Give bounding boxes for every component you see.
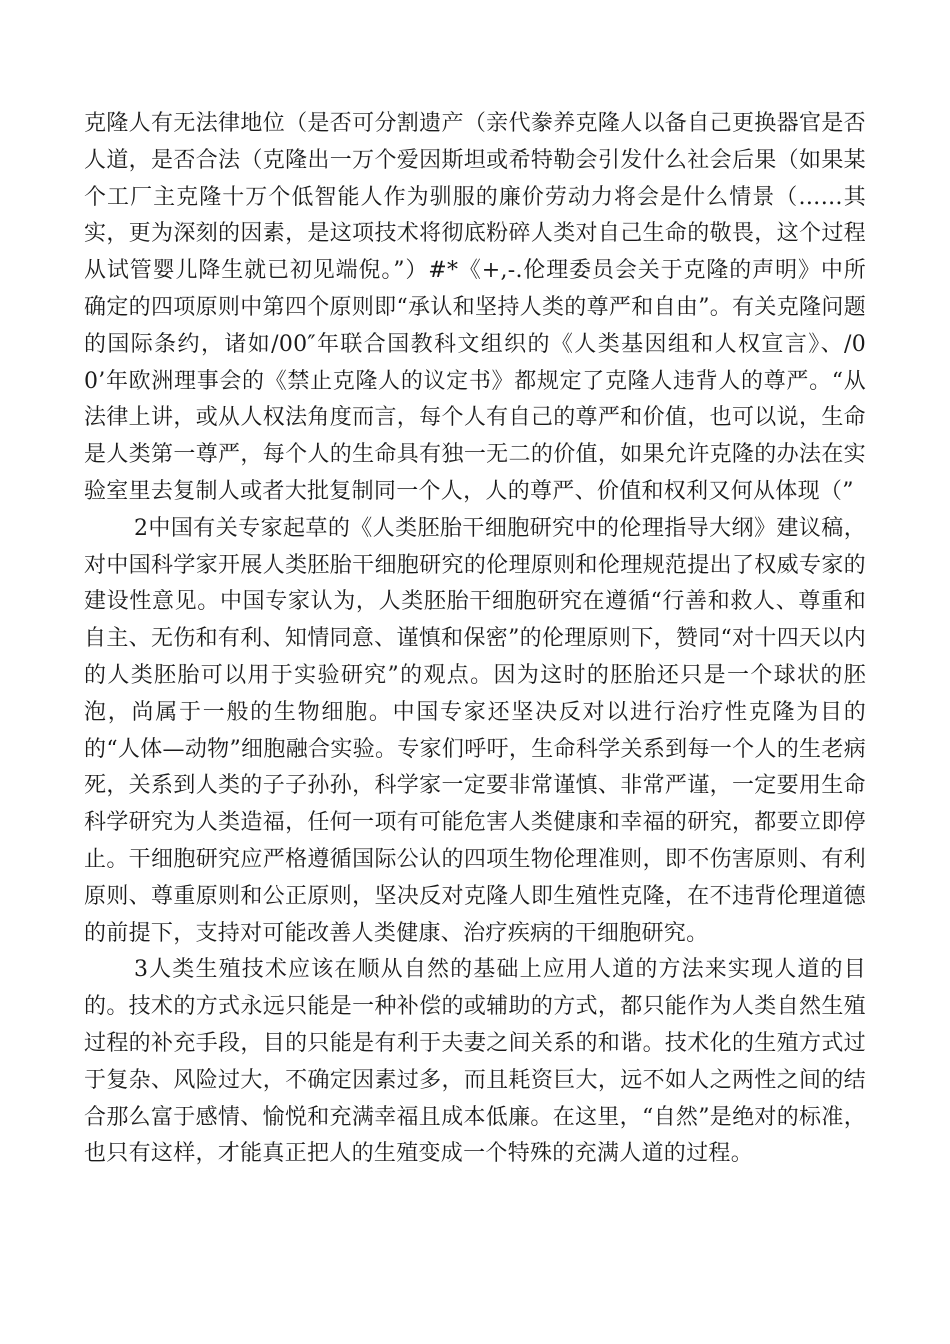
paragraph-1: 克隆人有无法律地位（是否可分割遗产（亲代豢养克隆人以备自己更换器官是否人道，是否合法（克隆出一万个爱因斯坦或希特勒会引发什么社会后果（如果某个工厂主克隆十万个低智能人作为驯服的廉价劳动力将会是什么情景（……其实，更为深刻的因素，是这项技术将彻底粉碎人类对自己生命的敬畏，这个过程从试管婴儿降生就已初见端倪。”）#*《+,-.伦理委员会关于克隆的声明》中所确定的四项原则中第四个原则即“承认和坚持人类的尊严和自由”。有关克隆问题的国际条约，诸如/00″年联合国教科文组织的《人类基因组和人权宣言》、/00’年欧洲理事会的《禁止克隆人的议定书》都规定了克隆人违背人的尊严。“从法律上讲，或从人权法角度而言，每个人有自己的尊严和价值，也可以说，生命是人类第一尊严，每个人的生命具有独一无二的价值，如果允许克隆的办法在实验室里去复制人或者大批复制同一个人，人的尊严、价值和权利又何从体现（” <box>84 111 866 504</box>
document-body <box>84 106 866 1173</box>
paragraph-2: 2中国有关专家起草的《人类胚胎干细胞研究中的伦理指导大纲》建议稿，对中国科学家开展人类胚胎干细胞研究的伦理原则和伦理规范提出了权威专家的建设性意见。中国专家认为，人类胚胎干细胞研究在遵循“行善和救人、尊重和自主、无伤和有利、知情同意、谨慎和保密”的伦理原则下，赞同“对十四天以内的人类胚胎可以用于实验研究”的观点。因为这时的胚胎还只是一个球状的胚泡，尚属于一般的生物细胞。中国专家还坚决反对以进行治疗性克隆为目的的“人体—动物”细胞融合实验。专家们呼吁，生命科学关系到每一个人的生老病死，关系到人类的子子孙孙，科学家一定要非常谨慎、非常严谨，一定要用生命科学研究为人类造福，任何一项有可能危害人类健康和幸福的研究，都要立即停止。干细胞研究应严格遵循国际公认的四项生物伦理准则，即不伤害原则、有利原则、尊重原则和公正原则，坚决反对克隆人即生殖性克隆，在不违背伦理道德的前提下，支持对可能改善人类健康、治疗疾病的干细胞研究。 <box>84 515 866 946</box>
paragraph-3: 3人类生殖技术应该在顺从自然的基础上应用人道的方法来实现人道的目的。技术的方式永远只能是一种补偿的或辅助的方式，都只能作为人类自然生殖过程的补充手段，目的只能是有利于夫妻之间关系的和谐。技术化的生殖方式过于复杂、风险过大，不确定因素过多，而且耗资巨大，远不如人之两性之间的结合那么富于感情、愉悦和充满幸福且成本低廉。在这里，“自然”是绝对的标准，也只有这样，才能真正把人的生殖变成一个特殊的充满人道的过程。 <box>84 957 866 1167</box>
